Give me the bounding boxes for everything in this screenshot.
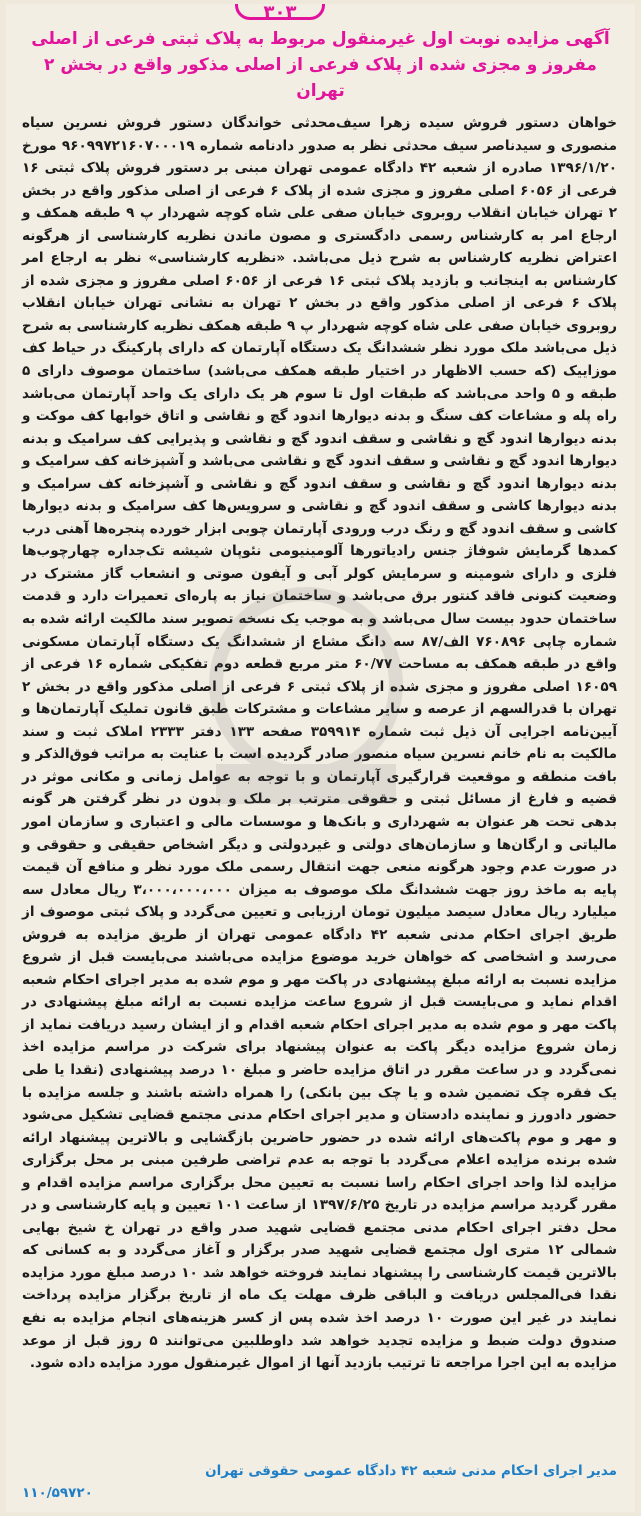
footer-code: ۱۱۰/۵۹۷۲۰ — [22, 1485, 93, 1501]
footer-office: مدیر اجرای احکام مدنی شعبه ۴۲ دادگاه عمومی حقوقی تهران — [205, 1463, 617, 1479]
notice-body: خواهان دستور فروش سیده زهرا سیف‌محدثی خواندگان دستور فروش نسرین سیاه منصوری و سیدناصر سیف محدثی نظر به صدور دادنامه شماره ۹۶۰۹۹۷۲۱۶۰۷۰۰۰۱۹ مورخ ۱۳۹۶/۱/۲۰ صادره از شعبه ۴۲ دادگاه عمومی تهران مبنی بر دستور فروش پلاک ثبتی ۱۶ فرعی از ۶۰۵۶ اصلی مفروز و مجزی شده از پلاک ۶ فرعی از اصلی مذکور واقع در بخش ۲ تهران خیابان انقلاب روبروی خیابان صفی علی شاه کوچه شهردار پ ۹ طبقه همکف و ارجاع امر به کارشناس رسمی دادگستری و مصون ماندن نظریه کارشناسی از هرگونه اعتراض نظریه کارشناس به شرح ذیل می‌باشد. «نظریه کارشناسی» نظر به ارجاع امر کارشناس به اینجانب و بازدید پلاک ثبتی ۱۶ فرعی از ۶۰۵۶ اصلی مفروز و مجزی شده از پلاک ۶ فرعی از اصلی مذکور واقع در بخش ۲ تهران به نشانی تهران خیابان انقلاب روبروی خیابان صفی علی شاه کوچه شهردار پ ۹ طبقه همکف نظریه کارشناسی به شرح ذیل می‌باشد ملک مورد نظر ششدانگ یک دستگاه آپارتمان که دارای پارکینگ در حیاط کف موزاییک (که حسب الاظهار در اختیار طبقه همکف می‌باشد) ساختمان موصوف دارای ۵ طبقه و ۵ واحد می‌باشد که طبقات اول تا سوم هر یک دارای یک واحد آپارتمان می‌باشد راه پله و مشاعات کف سنگ و بدنه دیوارها اندود گچ و نقاشی و اتاق خوابها کف موکت و بدنه دیوارها اندود گچ و نقاشی و سقف اندود گچ و نقاشی و پذیرایی کف سرامیک و بدنه دیوارها اندود گچ و نقاشی و سقف اندود گچ و نقاشی می‌باشد و آشپزخانه کف سرامیک و بدنه دیوارها اندود گچ و نقاشی و سقف اندود گچ و نقاشی و آشپزخانه کف سرامیک و بدنه دیوارها کاشی و سقف اندود گچ و نقاشی و سرویس‌ها کف سرامیک و بدنه دیوارها کاشی و سقف اندود گچ و رنگ درب ورودی آپارتمان چوبی ابزار خورده پنجره‌ها آهنی درب کمدها گرمایش شوفاژ جنس رادیاتورها آلومینیومی نئوپان شیشه تک‌جداره چهارچوب‌ها فلزی و دارای شومینه و سرمایش کولر آبی و آیفون صوتی و انشعاب گاز مشترک در وضعیت کنونی فاقد کنتور برق می‌باشد و ساختمان نیاز به پاره‌ای تعمیرات دارد و قدمت ساختمان حدود بیست سال می‌باشد و به موجب یک نسخه تصویر سند مالکیت ارائه شده به شماره چاپی ۷۶۰۸۹۶ الف/۸۷ سه دانگ مشاع از ششدانگ یک دستگاه آپارتمان مسکونی واقع در طبقه همکف به مساحت ۶۰/۷۷ متر مربع قطعه دوم تفکیکی شماره ۱۶ فرعی از ۱۶۰۵۹ اصلی مفروز و مجزی شده از پلاک ثبتی ۶ فرعی از اصلی مذکور واقع در بخش ۲ تهران با قدرالسهم از عرصه و سایر مشاعات و مشترکات طبق قانون تملیک آپارتمان‌ها و آیین‌نامه اجرایی آن ذیل ثبت شماره ۳۵۹۹۱۴ صفحه ۱۳۳ دفتر ۲۳۳۳ املاک ثبت و سند مالکیت به نام خانم نسرین سیاه منصور صادر گردیده است با عنایت به مراتب فوق‌الذکر و بافت منطقه و موقعیت قرارگیری آپارتمان و با توجه به عوامل زمانی و مکانی موثر در قضیه و فارغ از مسائل ثبتی و حقوقی مترتب بر ملک و بدون در نظر گرفتن هر گونه بدهی تحت هر عنوان به شهرداری و بانک‌ها و موسسات مالی و اعتباری و سازمان امور مالیاتی و ارگان‌ها و سازمان‌های دولتی و غیردولتی و دیگر اشخاص حقیقی و حقوقی و در صورت عدم وجود هرگونه منعی جهت انتقال رسمی ملک مورد نظر و منافع آن قیمت پایه به ماخذ روز جهت ششدانگ ملک موصوف به میزان ۳،۰۰۰،۰۰۰،۰۰۰ ریال معادل سه میلیارد ریال معادل سیصد میلیون تومان ارزیابی و تعیین می‌گردد و پلاک ثبتی موصوف از طریق اجرای احکام مدنی شعبه ۴۲ دادگاه عمومی تهران از طریق مزایده به فروش می‌رسد و اشخاصی که خواهان خرید موضوع مزایده می‌باشند می‌بایست قبل از شروع مزایده نسبت به ارائه مبلغ پیشنهادی در پاکت مهر و موم شده به مدیر اجرای احکام شعبه اقدام نماید و می‌بایست قبل از شروع ساعت مزایده نسبت به ارائه مبلغ پیشنهادی در پاکت مهر و موم شده به مدیر اجرای احکام شعبه اقدام و از ایشان رسید دریافت نماید از زمان شروع مزایده دیگر پاکت به عنوان پیشنهاد برای شرکت در مراسم مزایده اخذ نمی‌گردد و در ساعت مقرر در اتاق مزایده حاضر و مبلغ ۱۰ درصد پیشنهادی (نقدا یا طی یک فقره چک تضمین شده و یا چک بین بانکی) را همراه داشته باشند و جلسه مزایده با حضور دادورز و نماینده دادستان و مدیر اجرای احکام مدنی مجتمع قضایی تشکیل می‌شود و مهر و موم پاکت‌های ارائه شده در حضور حاضرین بازگشایی و بالاترین پیشنهاد ارائه شده برنده مزایده اعلام می‌گردد با توجه به عدم تراضی طرفین مبنی بر محل برگزاری مزایده لذا واحد اجرای احکام راسا نسبت به تعیین محل برگزاری مراسم مزایده اقدام و مقرر گردید مراسم مزایده در تاریخ ۱۳۹۷/۶/۲۵ از ساعت ۱۰۱ تعیین و پایه کارشناسی و در محل دفتر اجرای احکام مدنی مجتمع قضایی شهید صدر واقع در تهران خ شیخ بهایی شمالی ۱۲ متری اول مجتمع قضایی شهید صدر برگزار و آغاز می‌گردد و به کسانی که بالاترین قیمت کارشناسی را پیشنهاد نمایند فروخته خواهد شد ۱۰ درصد مبلغ مورد مزایده نقدا فی‌المجلس دریافت و الباقی ظرف مهلت یک ماه از تاریخ برگزار مزایده پرداخت نمایند در غیر این صورت ۱۰ درصد اخذ شده پس از کسر هزینه‌های انجام مزایده به نفع صندوق دولت ضبط و مزایده تجدید خواهد شد داوطلبین می‌توانند ۵ روز قبل از موعد مزایده به این اجرا مراجعه تا ترتیب بازدید آنها از اموال غیرمنقول مورد مزایده داده شود. — [22, 115, 618, 1372]
page-stamp: ۳۰۳ — [235, 4, 325, 20]
notice-footer — [22, 1460, 617, 1504]
notice-headline: آگهی مزایده نوبت اول غیرمنقول مربوط به پلاک ثبتی فرعی از اصلی مفروز و مجزی شده از پلاک فرعی از اصلی مذکور واقع در بخش ۲ تهران — [31, 29, 610, 101]
notice-clipping — [6, 4, 635, 1512]
